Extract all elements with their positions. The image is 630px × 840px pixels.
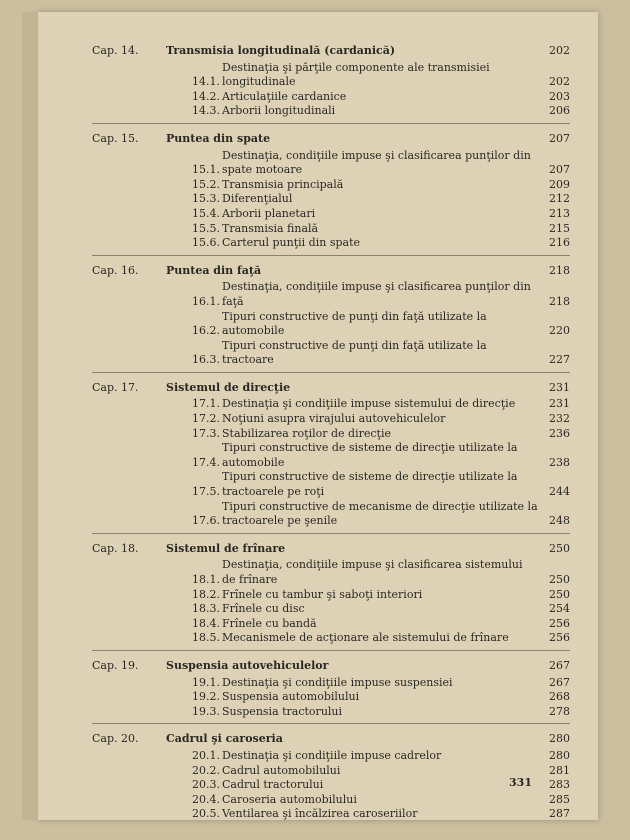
section-page: 256 bbox=[549, 616, 570, 630]
section-title: Ventilarea şi încălzirea caroseriilor bbox=[222, 807, 418, 821]
section-number: 15.6. bbox=[192, 236, 220, 250]
section-title: Tipuri constructive de sisteme de direcţie utilizate la automobile bbox=[222, 441, 518, 469]
chapter-page: 218 bbox=[549, 263, 570, 277]
chapter-heading bbox=[92, 542, 570, 557]
section-number: 19.1. bbox=[192, 675, 220, 689]
section-page: 250 bbox=[549, 573, 570, 586]
section-title: Tipuri constructive de mecanisme de direcţie utilizate la tractoarele pe şenile bbox=[222, 499, 538, 528]
chapter-page: 207 bbox=[549, 131, 570, 145]
section-row bbox=[192, 690, 570, 705]
section-row bbox=[192, 104, 570, 119]
section-number: 19.2. bbox=[192, 690, 220, 704]
section-row bbox=[192, 793, 570, 808]
section-title: Destinaţia şi condiţiile impuse suspensiei bbox=[222, 675, 453, 689]
section-row bbox=[192, 61, 570, 90]
section-row bbox=[192, 470, 570, 499]
section-page: 287 bbox=[549, 807, 570, 821]
section-page: 218 bbox=[549, 294, 570, 308]
chapter-page: 280 bbox=[549, 732, 570, 746]
section-title: Noţiuni asupra virajului autovehiculelor bbox=[222, 412, 446, 426]
chapter-page: 202 bbox=[549, 44, 570, 57]
section-page: 231 bbox=[549, 397, 570, 411]
section-title: Destinaţia şi condiţiile impuse cadrelor bbox=[222, 748, 442, 762]
section-list bbox=[192, 558, 570, 646]
chapter-heading bbox=[92, 44, 570, 59]
section-row bbox=[192, 676, 570, 691]
section-number: 14.3. bbox=[192, 104, 220, 118]
section-title: Cadrul tractorului bbox=[222, 778, 324, 792]
section-row bbox=[192, 558, 570, 587]
section-row bbox=[192, 178, 570, 193]
chapter-divider bbox=[92, 650, 570, 651]
chapter-number: Cap. 20. bbox=[92, 732, 139, 746]
section-number: 20.3. bbox=[192, 778, 220, 792]
section-title: Carterul punţii din spate bbox=[222, 236, 360, 250]
chapter-number: Cap. 17. bbox=[92, 380, 139, 394]
section-page: 278 bbox=[549, 704, 570, 718]
section-page: 216 bbox=[549, 236, 570, 250]
section-title: Articulaţiile cardanice bbox=[222, 89, 347, 103]
section-row bbox=[192, 441, 570, 470]
section-page: 244 bbox=[549, 485, 570, 499]
chapter-divider bbox=[92, 533, 570, 534]
section-number: 17.3. bbox=[192, 426, 220, 440]
section-number: 18.1. bbox=[192, 573, 220, 586]
section-title: Destinaţia şi condiţiile impuse sistemului de direcţie bbox=[222, 397, 516, 411]
section-number: 20.1. bbox=[192, 748, 220, 762]
chapter-title: Suspensia autovehiculelor bbox=[166, 658, 329, 672]
chapter-divider bbox=[92, 123, 570, 124]
section-page: 202 bbox=[549, 75, 570, 89]
chapter-title: Cadrul şi caroseria bbox=[166, 732, 283, 746]
section-row bbox=[192, 602, 570, 617]
section-page: 281 bbox=[549, 763, 570, 777]
section-title: Transmisia finală bbox=[222, 221, 319, 235]
section-row bbox=[192, 207, 570, 222]
section-page: 250 bbox=[549, 587, 570, 601]
chapter-page: 250 bbox=[549, 541, 570, 555]
page-number: 331 bbox=[509, 776, 532, 789]
chapter-number: Cap. 18. bbox=[92, 541, 139, 555]
chapter-divider bbox=[92, 372, 570, 373]
section-page: 213 bbox=[549, 206, 570, 220]
chapter-heading bbox=[92, 381, 570, 396]
section-page: 283 bbox=[549, 778, 570, 792]
section-page: 209 bbox=[549, 177, 570, 191]
section-row bbox=[192, 705, 570, 720]
binding-shadow bbox=[22, 12, 38, 820]
section-number: 18.3. bbox=[192, 602, 220, 616]
chapter-page: 267 bbox=[549, 658, 570, 672]
section-row bbox=[192, 149, 570, 178]
section-title: Suspensia automobilului bbox=[222, 690, 360, 704]
section-number: 17.1. bbox=[192, 397, 220, 411]
section-page: 280 bbox=[549, 748, 570, 762]
chapter-number: Cap. 19. bbox=[92, 658, 139, 672]
section-page: 248 bbox=[549, 514, 570, 528]
chapter-heading bbox=[92, 264, 570, 279]
chapter-title: Transmisia longitudinală (cardanică) bbox=[166, 44, 396, 57]
section-row bbox=[192, 310, 570, 339]
section-number: 15.1. bbox=[192, 163, 220, 177]
section-row bbox=[192, 807, 570, 822]
section-number: 20.5. bbox=[192, 807, 220, 821]
section-title: Destinaţia, condiţiile impuse şi clasificarea sistemului de frînare bbox=[222, 558, 523, 586]
chapter-heading bbox=[92, 659, 570, 674]
section-title: Frînele cu disc bbox=[222, 602, 305, 616]
section-title: Stabilizarea roţilor de direcţie bbox=[222, 426, 391, 440]
section-row bbox=[192, 90, 570, 105]
section-page: 236 bbox=[549, 426, 570, 440]
section-list bbox=[192, 676, 570, 720]
section-title: Caroseria automobilului bbox=[222, 792, 357, 806]
section-number: 14.2. bbox=[192, 89, 220, 103]
chapter-number: Cap. 16. bbox=[92, 263, 139, 277]
section-page: 203 bbox=[549, 89, 570, 103]
section-page: 227 bbox=[549, 353, 570, 367]
chapter-heading bbox=[92, 732, 570, 747]
section-number: 18.5. bbox=[192, 631, 220, 645]
section-page: 238 bbox=[549, 455, 570, 469]
section-title: Frînele cu bandă bbox=[222, 616, 317, 630]
section-number: 15.2. bbox=[192, 177, 220, 191]
section-title: Tipuri constructive de sisteme de direcţie utilizate la tractoarele pe roţi bbox=[222, 470, 518, 499]
section-list bbox=[192, 61, 570, 119]
chapter-number: Cap. 14. bbox=[92, 44, 139, 57]
section-number: 17.5. bbox=[192, 485, 220, 499]
section-list bbox=[192, 280, 570, 368]
section-number: 20.4. bbox=[192, 792, 220, 806]
section-number: 15.4. bbox=[192, 206, 220, 220]
section-row bbox=[192, 192, 570, 207]
section-page: 220 bbox=[549, 324, 570, 338]
section-page: 212 bbox=[549, 192, 570, 206]
section-number: 19.3. bbox=[192, 704, 220, 718]
section-title: Destinaţia, condiţiile impuse şi clasificarea punţilor din faţă bbox=[222, 280, 531, 308]
section-number: 17.2. bbox=[192, 412, 220, 426]
section-page: 285 bbox=[549, 792, 570, 806]
section-row bbox=[192, 236, 570, 251]
section-row bbox=[192, 397, 570, 412]
section-page: 206 bbox=[549, 104, 570, 118]
chapter-heading bbox=[92, 132, 570, 147]
section-row bbox=[192, 412, 570, 427]
chapter-divider bbox=[92, 255, 570, 256]
section-number: 16.2. bbox=[192, 324, 220, 338]
chapter-number: Cap. 15. bbox=[92, 131, 139, 145]
table-of-contents bbox=[92, 36, 570, 822]
section-page: 215 bbox=[549, 221, 570, 235]
section-number: 16.3. bbox=[192, 353, 220, 367]
section-page: 267 bbox=[549, 675, 570, 689]
book-page bbox=[38, 12, 598, 820]
section-number: 17.6. bbox=[192, 514, 220, 528]
section-number: 18.2. bbox=[192, 587, 220, 601]
section-title: Destinaţia şi părţile componente ale transmisiei longitudinale bbox=[222, 60, 490, 89]
section-number: 18.4. bbox=[192, 616, 220, 630]
section-row bbox=[192, 222, 570, 237]
chapter-title: Puntea din spate bbox=[166, 131, 271, 145]
section-title: Mecanismele de acţionare ale sistemului de frînare bbox=[222, 631, 509, 645]
section-row bbox=[192, 427, 570, 442]
section-row bbox=[192, 631, 570, 646]
section-list bbox=[192, 149, 570, 251]
section-number: 15.5. bbox=[192, 221, 220, 235]
section-page: 232 bbox=[549, 412, 570, 426]
section-number: 20.2. bbox=[192, 763, 220, 777]
section-list bbox=[192, 397, 570, 528]
section-title: Arborii longitudinali bbox=[222, 104, 336, 118]
section-title: Destinaţia, condiţiile impuse şi clasificarea punţilor din spate motoare bbox=[222, 148, 531, 177]
section-page: 256 bbox=[549, 631, 570, 645]
section-row bbox=[192, 500, 570, 529]
section-page: 268 bbox=[549, 690, 570, 704]
section-row bbox=[192, 280, 570, 309]
section-number: 14.1. bbox=[192, 75, 220, 89]
section-number: 17.4. bbox=[192, 455, 220, 469]
section-title: Suspensia tractorului bbox=[222, 704, 343, 718]
chapter-title: Sistemul de direcţie bbox=[166, 380, 291, 394]
chapter-title: Puntea din faţă bbox=[166, 263, 262, 277]
section-row bbox=[192, 617, 570, 632]
section-title: Tipuri constructive de punţi din faţă utilizate la automobile bbox=[222, 309, 487, 338]
section-row bbox=[192, 749, 570, 764]
chapter-page: 231 bbox=[549, 380, 570, 394]
section-page: 254 bbox=[549, 602, 570, 616]
section-title: Cadrul automobilului bbox=[222, 763, 341, 777]
section-row bbox=[192, 339, 570, 368]
section-title: Arborii planetari bbox=[222, 206, 316, 220]
chapter-title: Sistemul de frînare bbox=[166, 541, 286, 555]
section-title: Diferenţialul bbox=[222, 192, 293, 206]
section-page: 207 bbox=[549, 163, 570, 177]
section-title: Transmisia principală bbox=[222, 177, 344, 191]
section-row bbox=[192, 588, 570, 603]
section-number: 16.1. bbox=[192, 294, 220, 308]
section-title: Tipuri constructive de punţi din faţă utilizate la tractoare bbox=[222, 338, 487, 367]
section-number: 15.3. bbox=[192, 192, 220, 206]
chapter-divider bbox=[92, 723, 570, 724]
section-title: Frînele cu tambur şi saboţi interiori bbox=[222, 587, 423, 601]
